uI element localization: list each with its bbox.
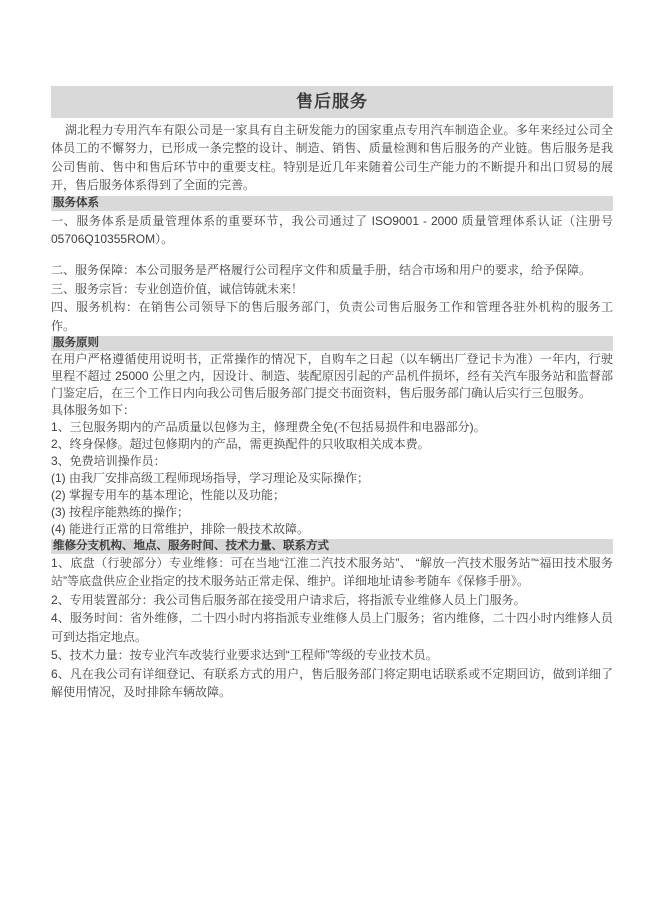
blank-line [51, 248, 613, 261]
body-paragraph: 在用户严格遵循使用说明书，正常操作的情况下，自购车之日起（以车辆出厂登记卡为准）一年内，行驶里程不超过 25000 公里之内，因设计、制造、装配原因引起的产品机件损坏，经有关汽车服务站和监督部门鉴定后，在三个工作日内向我公司售后服务部门提交书面资料，售后服务部门确认后实行三包服务。 [51, 352, 613, 401]
list-item: 4、服务时间：省外维修，二十四小时内将指派专业维修人员上门服务；省内维修，二十四小时内维修人员可到达指定地点。 [51, 611, 613, 644]
list-item: 6、凡在我公司有详细登记、有联系方式的用户，售后服务部门将定期电话联系或不定期回访，做到详细了解使用情况，及时排除车辆故障。 [51, 666, 613, 699]
page-title: 售后服务 [296, 92, 368, 111]
document-title-bar [51, 86, 613, 118]
sub-list-item: (4) 能进行正常的日常维护，排除一般技术故障。 [51, 522, 310, 537]
list-item: 二、服务保障：本公司服务是严格履行公司程序文件和质量手册，结合市场和用户的要求，给予保障。 [51, 263, 592, 278]
list-item: 2、专用装置部分：我公司售后服务部在接受用户请求后，将指派专业维修人员上门服务。 [51, 592, 526, 607]
section-service-principles-body [51, 351, 613, 538]
section-heading-service-principles: 服务原则 [51, 336, 613, 351]
body-paragraph: 具体服务如下： [51, 403, 136, 418]
list-item: 一、服务体系是质量管理体系的重要环节，我公司通过了 ISO9001 - 2000 质量管理体系认证（注册号 05706Q10355ROM）。 [51, 213, 613, 247]
list-item: 1、底盘（行驶部分）专业维修：可在当地“江淮二汽技术服务站”、 “解放一汽技术服务站”“福田技术服务站”等底盘供应企业指定的技术服务站正常走保、维护。详细地址请参考随车《保修手册》。 [51, 556, 613, 589]
list-item: 2、终身保修。超过包修期内的产品，需更换配件的只收取相关成本费。 [51, 437, 430, 452]
list-item: 四、服务机构：在销售公司领导下的售后服务部门，负责公司售后服务工作和管理各驻外机构的服务工作。 [51, 300, 613, 333]
document-content [51, 86, 613, 701]
section-heading-service-system: 服务体系 [51, 196, 613, 211]
sub-list-item: (3) 按程序能熟练的操作； [51, 505, 190, 520]
list-item: 5、技术力量：按专业汽车改装行业要求达到“工程师”等级的专业技术员。 [51, 648, 438, 663]
intro-paragraph: 湖北程力专用汽车有限公司是一家具有自主研发能力的国家重点专用汽车制造企业。多年来经过公司全体员工的不懈努力，已形成一条完整的设计、制造、销售、质量检测和售后服务的产业链。售后服务是我公司售前、售中和售后环节中的重要支柱。特别是近几年来随着公司生产能力的不断提升和出口贸易的展开，售后服务体系得到了全面的完善。 [51, 123, 613, 193]
sub-list-item: (2) 掌握专用车的基本理论，性能以及功能； [51, 488, 286, 503]
sub-list-item: (1) 由我厂安排高级工程师现场指导，学习理论及实际操作； [51, 471, 370, 486]
list-item: 1、三包服务期内的产品质量以包修为主，修理费全免(不包括易损件和电器部分)。 [51, 420, 486, 435]
section-heading-repair-branches: 维修分支机构、地点、服务时间、技术力量、联系方式 [51, 539, 613, 554]
list-item: 三、服务宗旨：专业创造价值，诚信铸就未来！ [51, 281, 304, 296]
list-item: 3、免费培训操作员： [51, 454, 166, 469]
